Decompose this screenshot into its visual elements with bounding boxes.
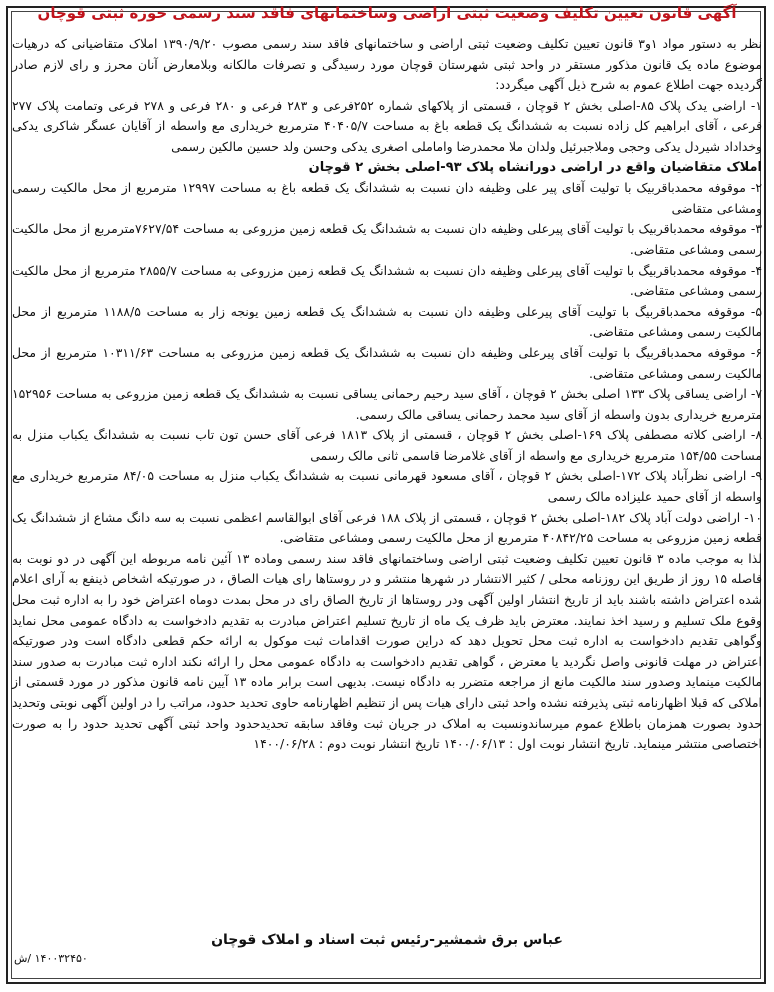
notice-body: [12, 34, 762, 755]
item-7: ۷- اراضی یساقی پلاک ۱۳۳ اصلی بخش ۲ قوچان ، آقای سید رحیم رحمانی یساقی نسبت به ششدانگ یک قطعه زمین مزروعی به مساحت ۱۵۲۹۵۶ مترمربع خریداری بدون واسطه از آقای سید محمد رحمانی یساقی مالک رسمی.: [12, 386, 763, 422]
closing-paragraph: لذا به موجب ماده ۳ قانون تعیین تکلیف وضعیت ثبتی اراضی وساختمانهای فاقد سند رسمی وماده ۱۳ آئین نامه مربوطه این آگهی در دو نوبت به فاصله ۱۵ روز از طریق این روزنامه محلی / کثیر الانتشار در شهرها منتشر و در روستاها رای هیات الصاق ، در صورتیکه اشخاص ذینفع به آرای اعلام شده اعتراض داشته باشند باید از تاریخ انتشار اولین آگهی ودر روستاها از تاریخ الصاق رای در محل بمدت دوماه اعتراض خود را به اداره ثبت محل وقوع ملک تسلیم و رسید اخذ نمایند. معترض باید ظرف یک ماه از تاریخ تسلیم اعتراض مبادرت به تقدیم دادخواست به دادگاه عمومی محل نماید وگواهی تقدیم دادخواست به اداره ثبت محل تحویل دهد که دراین صورت اقدامات ثبت موکول به ارائه حکم قطعی دادگاه است ودر صورتیکه اعتراض در مهلت قانونی واصل نگردید یا معترض ، گواهی تقدیم دادخواست به دادگاه عمومی محل را ارائه نکند اداره ثبت مبادرت به صدور سند مالکیت مینماید وصدور سند مالکیت مانع از مراجعه متضرر به دادگاه نیست. بدیهی است برابر ماده ۱۳ آیین نامه قانون مذکور در مورد قسمتی از املاکی که قبلا اظهارنامه ثبتی پذیرفته نشده واحد ثبتی دارای هیات پس از تنظیم اظهارنامه حاوی تحدید حدود، مراتب را در اولین آگهی نوبتی وتحدید حدود بصورت همزمان باطلاع عموم میرساندونسبت به املاک در جریان ثبت وفاقد سابقه تحدیدحدود واحد ثبتی آگهی تحدید حدود را به صورت اختصاصی منتشر مینماید. تاریخ انتشار نوبت اول : ۱۴۰۰/۰۶/۱۳ تاریخ انتشار نوبت دوم : ۱۴۰۰/۰۶/۲۸: [12, 550, 762, 752]
item-1: ۱- اراضی یدک پلاک ۸۵-اصلی بخش ۲ قوچان ، قسمتی از پلاکهای شماره ۲۵۲فرعی و ۲۸۳ فرعی و ۲۸۰ فرعی و ۲۷۸ فرعی وتمامت پلاک ۲۷۷ فرعی ، آقای ابراهیم کل زاده نسبت به ششدانگ یک قطعه باغ به مساحت ۴۰۴۰۵/۷ مترمربع خریداری مع واسطه از آقایان عسگر شاکری یدکی وخداداد شیردل یدکی وحجی وملاجبرئیل ولدان ملا محمدرضا واماملی اصغری یدکی وحسن ولد حسین مالکین رسمی: [12, 97, 763, 154]
item-5: ۵- موقوفه محمدباقربیگ با تولیت آقای پیرعلی وظیفه دان نسبت به ششدانگ یک قطعه زمین یونجه زار به مساحت ۱۱۸۸/۵ مترمربع از محل مالکیت رسمی ومشاعی متقاضی.: [12, 303, 762, 340]
item-4: ۴- موقوفه محمدباقربیگ با تولیت آقای پیرعلی وظیفه دان نسبت به ششدانگ یک قطعه زمین مزروعی به مساحت ۲۸۵۵/۷ مترمربع از محل مالکیت رسمی ومشاعی متقاضی.: [12, 262, 763, 299]
item-9: ۹- اراضی نظرآباد پلاک ۱۷۲-اصلی بخش ۲ قوچان ، آقای مسعود قهرمانی نسبت به ششدانگ یکباب منزل به مساحت ۸۴/۰۵ مترمربع خریداری مع واسطه از آقای حمید علیزاده مالک رسمی: [12, 468, 762, 505]
notice-code: ۱۴۰۰۳۲۴۵۰ /ش: [14, 952, 88, 965]
item-8: ۸- اراضی کلاته مصطفی پلاک ۱۶۹-اصلی بخش ۲ قوچان ، قسمتی از پلاک ۱۸۱۳ فرعی آقای حسن تون تاب نسبت به ششدانگ یکباب منزل به مساحت ۱۵۴/۵۵ مترمربع خریداری مع واسطه از آقای غلامرضا قاسمی ثانی مالک رسمی: [12, 427, 762, 463]
notice-title: آگهی قانون تعیین تکلیف وضعیت ثبتی اراضی وساختمانهای فاقد سند رسمی حوزه ثبتی قوچان: [37, 4, 737, 22]
item-3: ۳- موقوفه محمدباقربیک با تولیت آقای پیرعلی وظیفه دان نسبت به ششدانگ یک قطعه زمین مزروعی به مساحت ۷۶۲۷/۵۴مترمربع از محل مالکیت رسمی ومشاعی متقاضی.: [12, 221, 762, 257]
item-2: ۲- موقوفه محمدباقربیک با تولیت آقای پیر علی وظیفه دان نسبت به ششدانگ یک قطعه باغ به مساحت ۱۲۹۹۷ مترمربع از محل مالکیت رسمی ومشاعی متقاضی: [12, 180, 762, 216]
signature-line: عباس برق شمشیر-رئیس ثبت اسناد و املاک قوچان: [211, 932, 563, 948]
intro-paragraph: نظر به دستور مواد ۱و۳ قانون تعیین تکلیف وضعیت ثبتی اراضی و ساختمانهای فاقد سند رسمی مصوب ۱۳۹۰/۹/۲۰ املاک متقاضیانی که درهیات موضوع ماده یک قانون مذکور مستقر در واحد ثبتی شهرستان قوچان مورد رسیدگی و تصرفات مالکانه وبلامعارض آنان محرز و رای لازم صادر گردیده جهت اطلاع عموم به شرح ذیل آگهی میگردد:: [12, 36, 762, 93]
subheading: املاک متقاضیان واقع در اراضی دورانشاه پلاک ۹۳-اصلی بخش ۲ قوچان: [308, 159, 762, 175]
item-10: ۱۰- اراضی دولت آباد پلاک ۱۸۲-اصلی بخش ۲ قوچان ، قسمتی از پلاک ۱۸۸ فرعی آقای ابوالقاسم اعظمی نسبت به سه دانگ مشاع از ششدانگ یک قطعه زمین مزروعی به مساحت ۴۰۸۴۲/۲۵ مترمربع از محل مالکیت رسمی ومشاعی متقاضی.: [12, 509, 762, 546]
item-6: ۶- موقوفه محمدباقربیگ با تولیت آقای پیرعلی وظیفه دان نسبت به ششدانگ یک قطعه زمین مزروعی به مساحت ۱۰۳۱۱/۶۳ مترمربع از محل مالکیت رسمی ومشاعی متقاضی.: [12, 344, 762, 381]
